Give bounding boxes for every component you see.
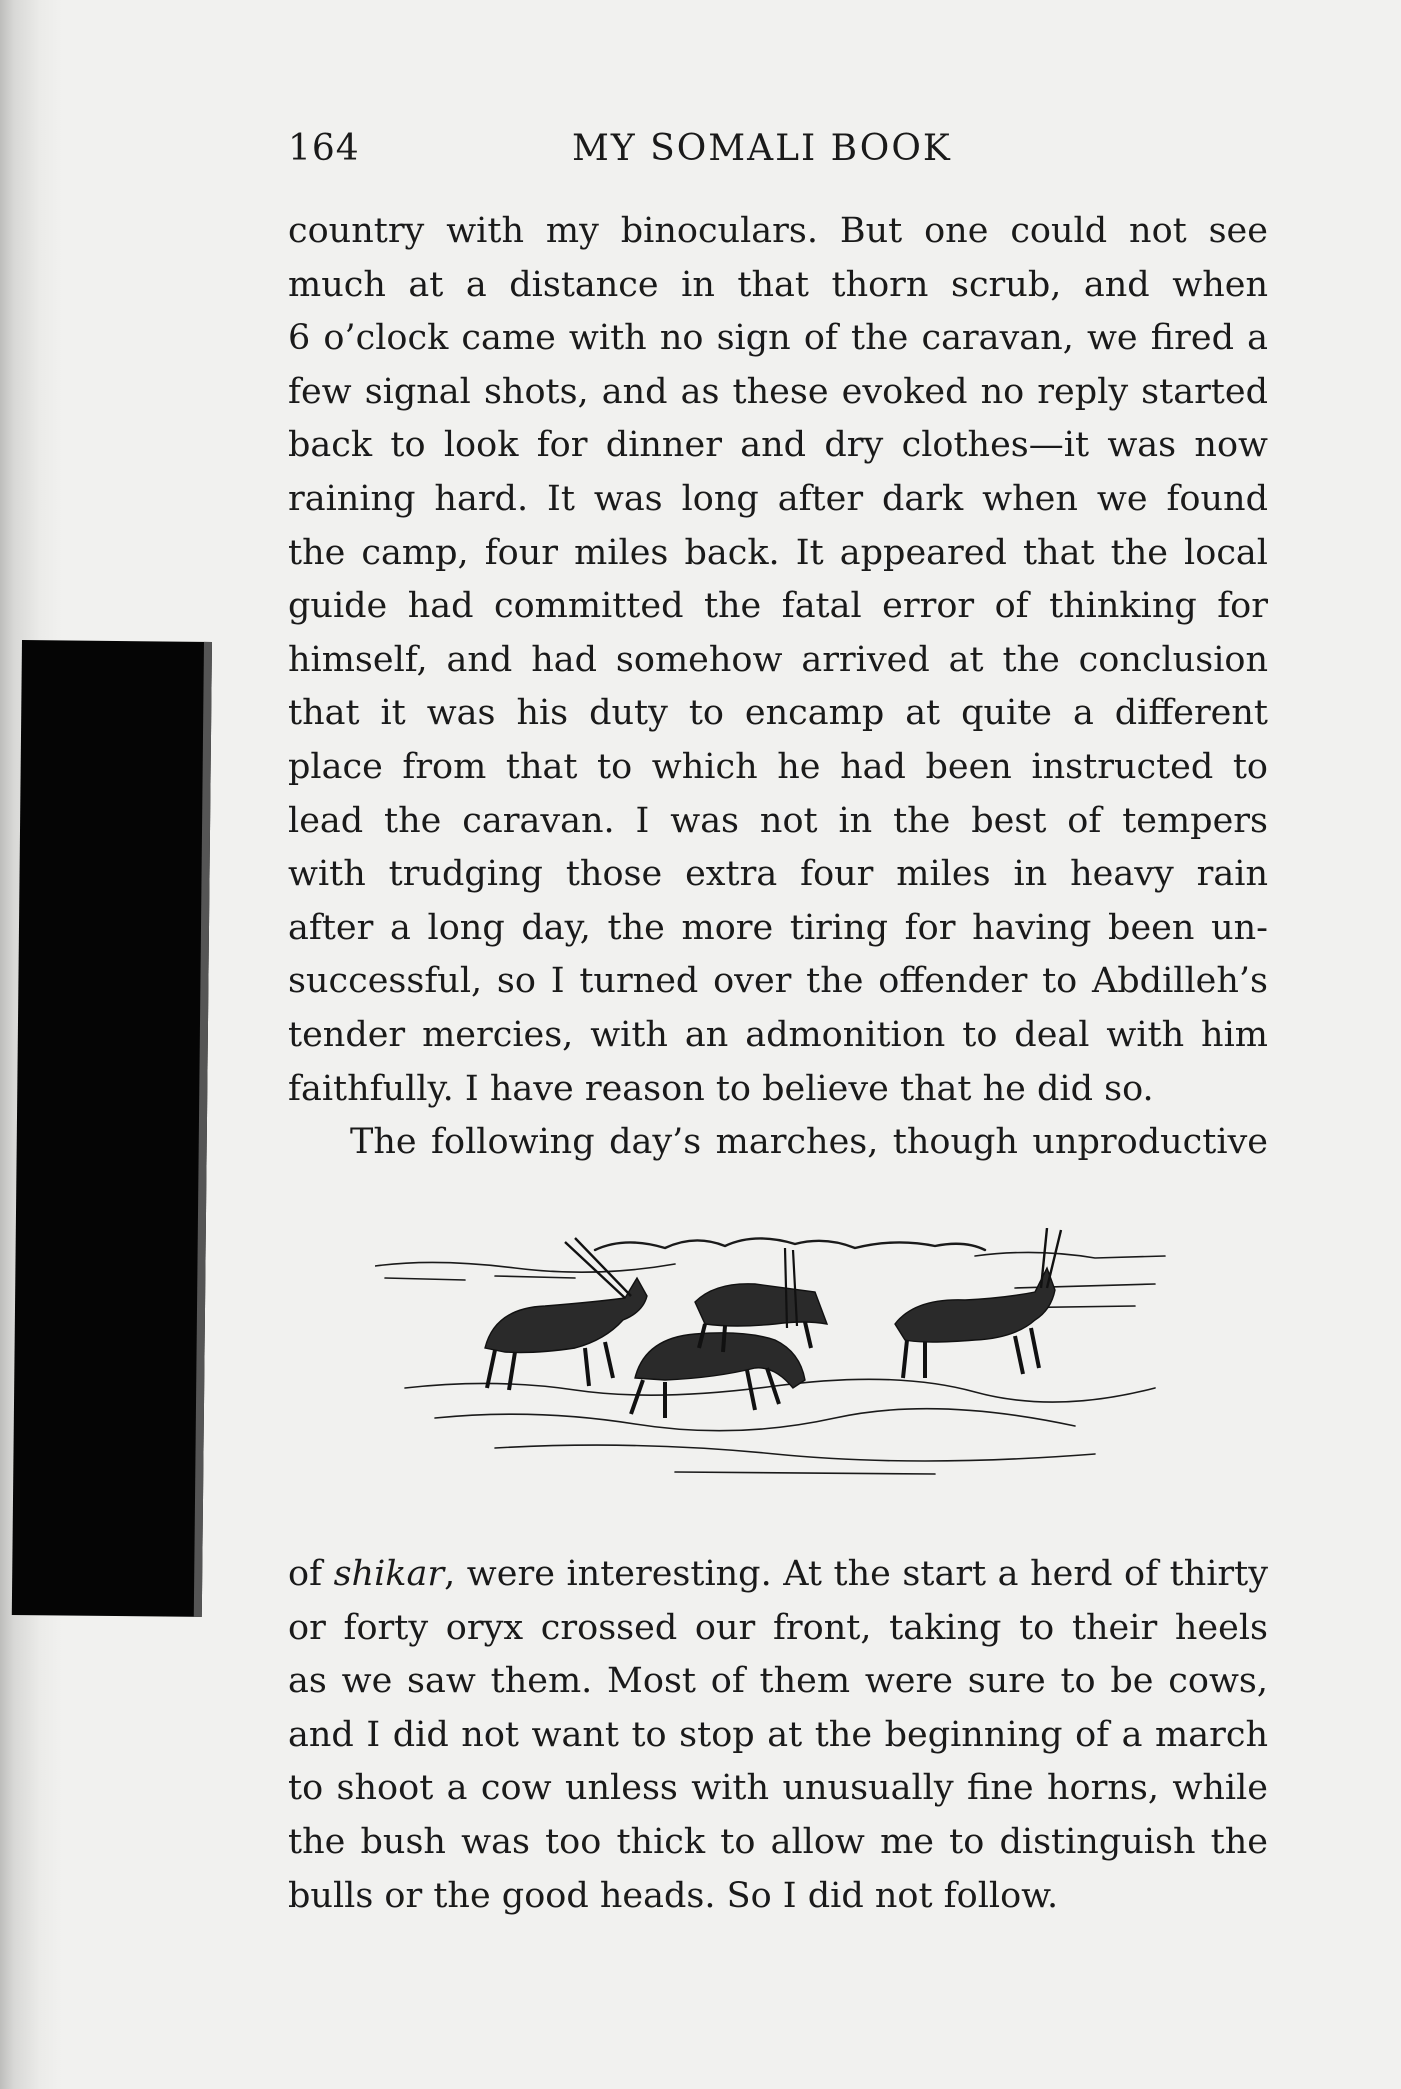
text-line: successful, so I turned over the offender to Abdilleh’s <box>288 961 1268 1002</box>
text-line: bulls or the good heads. So I did not follow. <box>288 1875 1059 1916</box>
italic-word: shikar <box>333 1554 445 1594</box>
paragraph-new <box>288 1116 1268 1170</box>
running-title: MY SOMALI BOOK <box>572 128 952 169</box>
text-line: back to look for dinner and dry clothes—it was now <box>288 425 1268 466</box>
page-number: 164 <box>288 128 360 169</box>
text-line: after a long day, the more tiring for having been un- <box>288 907 1268 948</box>
text-line: much at a distance in that thorn scrub, and when <box>288 264 1268 305</box>
text-line: and I did not want to stop at the beginning of a march <box>288 1714 1268 1755</box>
text-line: lead the caravan. I was not in the best of tempers <box>288 800 1268 841</box>
text-line: the camp, four miles back. It appeared that the local <box>288 532 1268 573</box>
paragraph-continued-after-illustration <box>288 1548 1268 1923</box>
page-header <box>288 128 1268 178</box>
text-line: himself, and had somehow arrived at the conclusion <box>288 639 1268 680</box>
text-line: as we saw them. Most of them were sure to be cows, <box>288 1661 1268 1702</box>
text-line: country with my binoculars. But one could not see <box>288 211 1268 251</box>
text-line: raining hard. It was long after dark when we found <box>288 478 1268 519</box>
text-line: place from that to which he had been instructed to <box>288 746 1268 787</box>
text-line: with trudging those extra four miles in heavy rain <box>288 854 1268 895</box>
paragraph-continued <box>288 205 1268 1116</box>
text-line: guide had committed the fatal error of thinking for <box>288 586 1268 627</box>
text-fragment: , were interesting. At the start a herd of thirty <box>444 1554 1268 1594</box>
text-block-top <box>288 205 1268 1170</box>
text-line: tender mercies, with an admonition to deal with him <box>288 1014 1268 1055</box>
text-line: that it was his duty to encamp at quite a different <box>288 693 1268 734</box>
text-line: the bush was too thick to allow me to distinguish the <box>288 1821 1268 1862</box>
text-block-bottom <box>288 1548 1268 1923</box>
text-fragment: of <box>288 1554 334 1594</box>
text-line <box>288 1548 1268 1602</box>
text-line: 6 o’clock came with no sign of the caravan, we fired a <box>288 318 1268 359</box>
text-line: to shoot a cow unless with unusually fine horns, while <box>288 1768 1268 1809</box>
oryx-herd-illustration-icon <box>375 1228 1175 1488</box>
text-line: faithfully. I have reason to believe that he did so. <box>288 1068 1154 1109</box>
text-line: or forty oryx crossed our front, taking to their heels <box>288 1607 1268 1648</box>
text-line: few signal shots, and as these evoked no reply started <box>288 371 1268 412</box>
text-line: The following day’s marches, though unproductive <box>350 1122 1268 1163</box>
